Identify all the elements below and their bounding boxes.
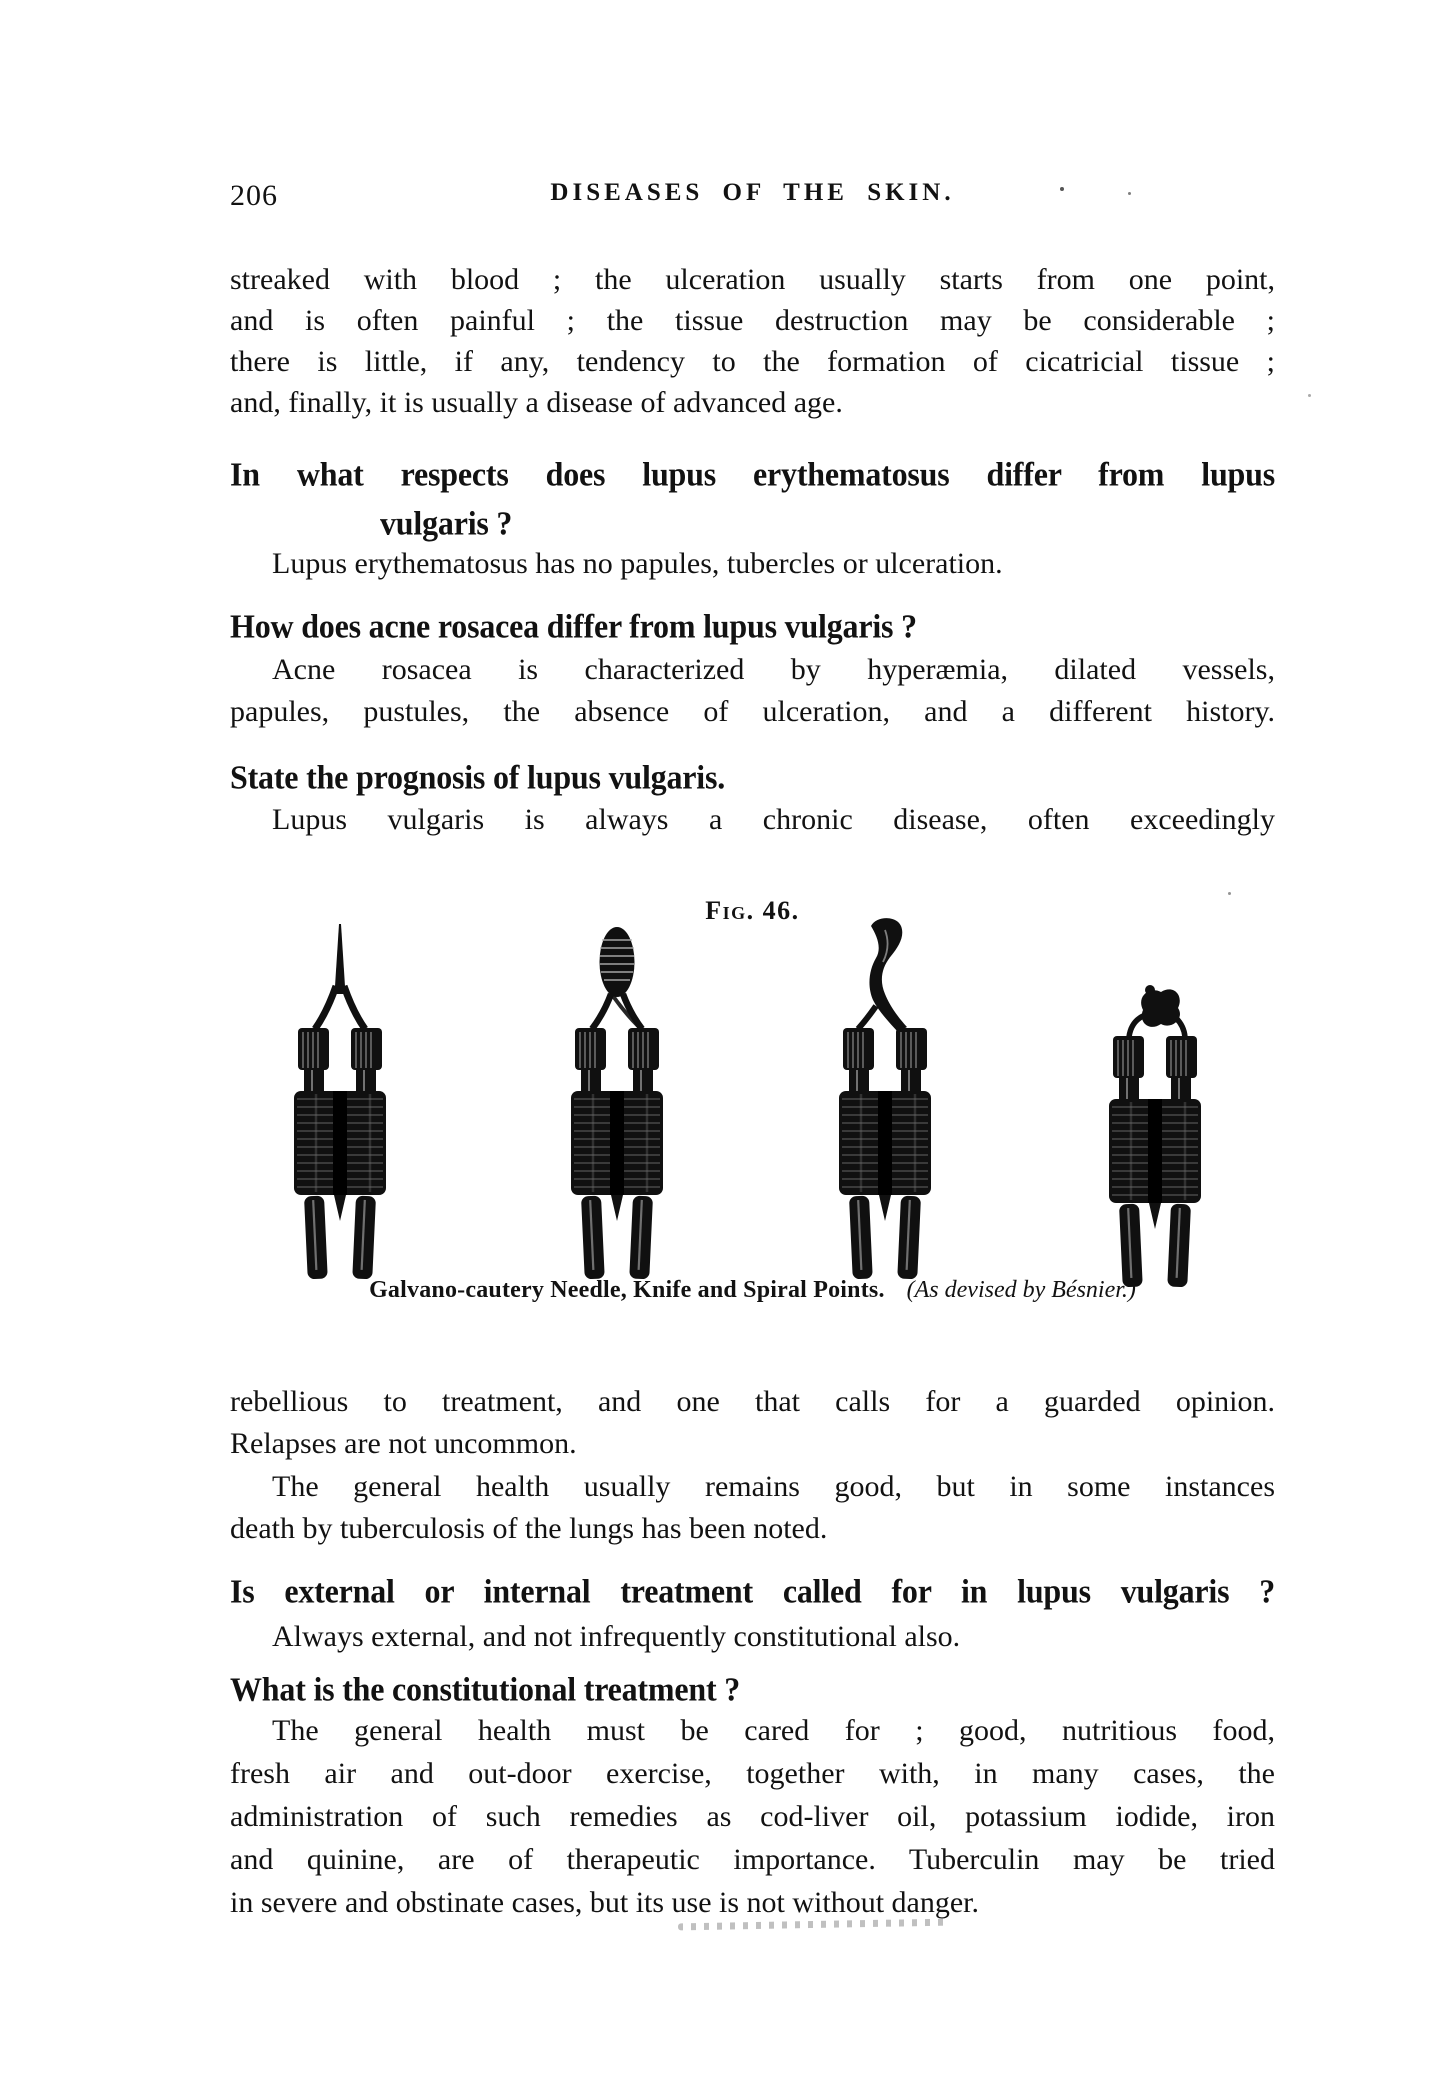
answer-lupus-erythematosus — [230, 543, 1275, 584]
galvano-cautery-figure-illustration — [230, 918, 1280, 1290]
after-figure-paragraph — [230, 1381, 1275, 1465]
answer-constitutional-treatment — [230, 1709, 1275, 1924]
ball-point-instrument — [1109, 985, 1201, 1287]
text-line: in severe and obstinate cases, but its use is not without danger. — [230, 1886, 980, 1919]
figure-caption — [230, 1277, 1275, 1304]
text-line: and quinine, are of therapeutic importance. Tuberculin may be tried — [230, 1843, 1275, 1876]
text-line: streaked with blood ; the ulceration usually starts from one point, — [230, 263, 1275, 296]
text-line: death by tuberculosis of the lungs has been noted. — [230, 1512, 828, 1545]
text-line: fresh air and out-door exercise, together with, in many cases, the — [230, 1757, 1275, 1790]
answer-prognosis — [230, 799, 1275, 840]
question-constitutional-treatment — [230, 1664, 1275, 1713]
question-lupus-erythematosus — [230, 449, 1275, 547]
text-line: Acne rosacea is characterized by hyperæmia, dilated vessels, — [272, 653, 1275, 686]
text-line: papules, pustules, the absence of ulceration, and a different history. — [230, 695, 1275, 728]
intro-paragraph — [230, 259, 1275, 423]
figure-label: Fig. 46. — [705, 896, 800, 925]
answer-external-internal — [230, 1616, 1275, 1657]
answer-acne-rosacea — [230, 649, 1275, 733]
question-line: State the prognosis of lupus vulgaris. — [230, 757, 726, 796]
page-header — [230, 179, 1275, 212]
scan-speck — [1228, 892, 1231, 895]
text-line: there is little, if any, tendency to the formation of cicatricial tissue ; — [230, 345, 1275, 378]
text-line: Relapses are not uncommon. — [230, 1427, 577, 1460]
spiral-point-instrument — [571, 927, 663, 1279]
question-line: How does acne rosacea differ from lupus vulgaris ? — [230, 606, 917, 645]
scan-speck — [1308, 394, 1311, 397]
knife-point-instrument — [839, 918, 931, 1279]
text-line: Lupus erythematosus has no papules, tubercles or ulceration. — [272, 547, 1003, 580]
text-line: The general health usually remains good, but in some instances — [272, 1470, 1275, 1503]
question-line: What is the constitutional treatment ? — [230, 1669, 740, 1708]
text-line: The general health must be cared for ; good, nutritious food, — [272, 1714, 1275, 1747]
figure-caption-text: Galvano-cautery Needle, Knife and Spiral Points. — [369, 1277, 885, 1303]
question-acne-rosacea — [230, 601, 1275, 650]
general-health-paragraph — [230, 1466, 1275, 1550]
running-title: DISEASES OF THE SKIN. — [550, 179, 955, 206]
needle-point-instrument — [294, 924, 386, 1279]
text-line: Always external, and not infrequently constitutional also. — [272, 1620, 961, 1653]
text-line: and, finally, it is usually a disease of advanced age. — [230, 386, 843, 419]
text-line: administration of such remedies as cod-liver oil, potassium iodide, iron — [230, 1800, 1275, 1833]
figure-caption-credit: (As devised by Bésnier.) — [906, 1277, 1136, 1303]
scan-speck — [1060, 187, 1064, 191]
question-line: Is external or internal treatment called for in lupus vulgaris ? — [230, 1571, 1275, 1610]
text-line: rebellious to treatment, and one that calls for a guarded opinion. — [230, 1385, 1275, 1418]
question-prognosis — [230, 752, 1275, 801]
question-line: vulgaris ? — [380, 503, 513, 543]
page-number: 206 — [230, 179, 278, 212]
text-line: and is often painful ; the tissue destruction may be considerable ; — [230, 304, 1275, 337]
text-line: Lupus vulgaris is always a chronic disease, often exceedingly — [272, 803, 1275, 836]
question-line: In what respects does lupus erythematosus differ from lupus — [230, 454, 1275, 493]
question-external-internal — [230, 1566, 1275, 1615]
scan-speck — [1128, 192, 1131, 195]
